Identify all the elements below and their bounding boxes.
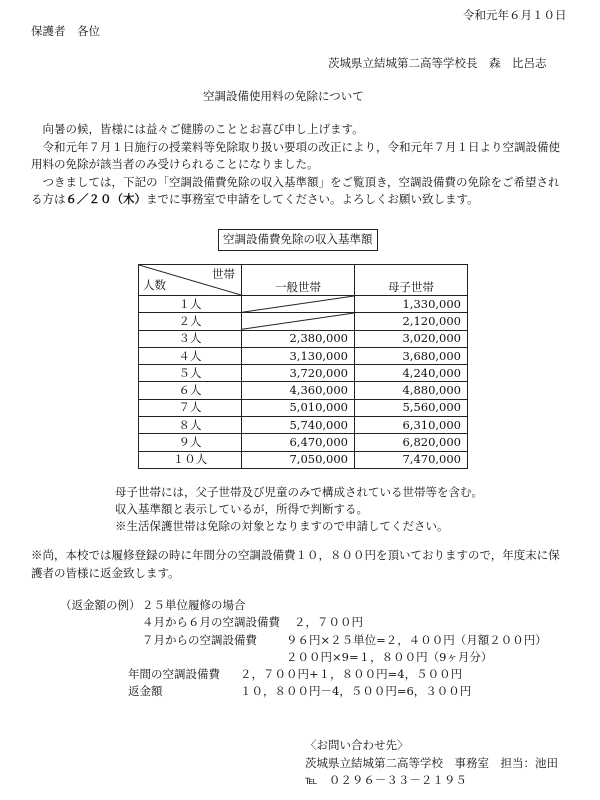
cell-household-size: １人 bbox=[139, 296, 242, 313]
cell-single-parent-household: 3,680,000 bbox=[355, 347, 468, 364]
request-paragraph bbox=[31, 174, 571, 209]
header-diagonal-cell bbox=[139, 265, 242, 296]
cell-household-size: ６人 bbox=[139, 382, 242, 399]
example-line-label: ７月からの空調設備費 bbox=[142, 632, 257, 647]
cell-household-size: ３人 bbox=[139, 330, 242, 347]
request-text-before: つきましては，下記の「空調設備費免除の収入基準額」をご覧頂き，空調設備費の免除をご希望される方は bbox=[31, 174, 560, 206]
cell-general-household: 6,470,000 bbox=[242, 434, 355, 451]
header-single-parent: 母子世帯 bbox=[355, 265, 468, 296]
example-case: ２５単位履修の場合 bbox=[142, 598, 246, 612]
contact-org: 茨城県立結城第二高等学校 事務室 担当：池田 bbox=[305, 755, 558, 770]
example-line-value: ９６円×２５単位=２，４００円（月額２００円） bbox=[286, 632, 547, 647]
table-row bbox=[139, 313, 468, 330]
tel-icon: ℡ bbox=[305, 773, 318, 787]
refund-note: ※尚，本校では履修登録の時に年間分の空調設備費１０，８００円を頂いておりますので，年度末に保護者の皆様に返金致します。 bbox=[31, 548, 560, 580]
table-row bbox=[139, 347, 468, 364]
table-row bbox=[139, 296, 468, 313]
cell-general-household: 3,720,000 bbox=[242, 365, 355, 382]
document-date: 令和元年６月１０日 bbox=[463, 8, 567, 22]
recipient: 保護者 各位 bbox=[31, 24, 100, 38]
cell-household-size: ２人 bbox=[139, 313, 242, 330]
contact-tel: ０２９６－３３－２１９５ bbox=[328, 773, 467, 787]
table-row bbox=[139, 451, 468, 468]
note-item: 母子世帯には，父子世帯及び児童のみで構成されている世帯等を含む。 bbox=[115, 485, 483, 499]
sender: 茨城県立結城第二高等学校長 森 比呂志 bbox=[328, 56, 547, 70]
cell-general-household: 7,050,000 bbox=[242, 451, 355, 468]
cell-household-size: １０人 bbox=[139, 451, 242, 468]
example-line-label: 年間の空調設備費 bbox=[128, 667, 220, 682]
table-row bbox=[139, 365, 468, 382]
cell-household-size: ４人 bbox=[139, 347, 242, 364]
cell-general-household: 5,740,000 bbox=[242, 417, 355, 434]
note-item: ※生活保護世帯は免除の対象となりますので申請してください。 bbox=[115, 519, 449, 533]
contact-block bbox=[305, 737, 558, 790]
example-line-value: ２，７００円+１，８００円=4，５００円 bbox=[240, 667, 463, 682]
deadline: ６／２０（木） bbox=[65, 192, 146, 206]
income-threshold-table bbox=[138, 264, 468, 469]
table-row bbox=[139, 399, 468, 416]
cell-single-parent-household: 7,470,000 bbox=[355, 451, 468, 468]
document-body bbox=[31, 121, 571, 209]
table-header-row bbox=[139, 265, 468, 296]
table-row bbox=[139, 330, 468, 347]
example-line-value: １０，８００円－4，５００円=6，３００円 bbox=[240, 684, 472, 699]
document-title: 空調設備使用料の免除について bbox=[203, 89, 364, 103]
cell-general-household: 3,130,000 bbox=[242, 347, 355, 364]
header-general: 一般世帯 bbox=[242, 265, 355, 296]
example-line-value: ２，７００円 bbox=[294, 615, 363, 630]
table-row bbox=[139, 417, 468, 434]
cell-general-household bbox=[242, 296, 355, 313]
example-line-value: ２００円×9=１，８００円（9ヶ月分） bbox=[286, 649, 493, 664]
example-label: （返金額の例） bbox=[60, 598, 141, 612]
cell-general-household: 5,010,000 bbox=[242, 399, 355, 416]
header-persons: 人数 bbox=[143, 278, 166, 292]
contact-heading: 〈お問い合わせ先〉 bbox=[305, 738, 409, 752]
cell-single-parent-household: 6,310,000 bbox=[355, 417, 468, 434]
table-row bbox=[139, 382, 468, 399]
cell-single-parent-household: 3,020,000 bbox=[355, 330, 468, 347]
example-line-label: ４月から６月の空調設備費 bbox=[142, 615, 280, 630]
table-row bbox=[139, 434, 468, 451]
policy-paragraph: 令和元年７月１日施行の授業料等免除取り扱い要項の改正により，令和元年７月１日より空調設備使用料の免除が該当者のみ受けられることになりました。 bbox=[31, 139, 560, 171]
cell-single-parent-household: 1,330,000 bbox=[355, 296, 468, 313]
cell-single-parent-household: 2,120,000 bbox=[355, 313, 468, 330]
cell-single-parent-household: 4,880,000 bbox=[355, 382, 468, 399]
cell-single-parent-household: 4,240,000 bbox=[355, 365, 468, 382]
greeting-paragraph: 向暑の候，皆様には益々ご健勝のこととお喜び申し上げます。 bbox=[42, 122, 364, 136]
cell-general-household bbox=[242, 313, 355, 330]
cell-single-parent-household: 6,820,000 bbox=[355, 434, 468, 451]
cell-household-size: ７人 bbox=[139, 399, 242, 416]
contact-tel-line bbox=[305, 772, 558, 790]
table-caption: 空調設備費免除の収入基準額 bbox=[218, 229, 378, 251]
header-household: 世帯 bbox=[212, 267, 235, 281]
cell-household-size: ５人 bbox=[139, 365, 242, 382]
table-notes bbox=[115, 484, 483, 535]
request-text-after: までに事務室で申請をしてください。よろしくお願い致します。 bbox=[146, 192, 479, 206]
strike-line bbox=[242, 296, 354, 312]
cell-general-household: 4,360,000 bbox=[242, 382, 355, 399]
cell-general-household: 2,380,000 bbox=[242, 330, 355, 347]
cell-single-parent-household: 5,560,000 bbox=[355, 399, 468, 416]
cell-household-size: ９人 bbox=[139, 434, 242, 451]
example-line-label: 返金額 bbox=[128, 684, 163, 699]
note-item: 収入基準額と表示しているが，所得で判断する。 bbox=[115, 502, 368, 516]
strike-line bbox=[242, 313, 354, 329]
cell-household-size: ８人 bbox=[139, 417, 242, 434]
